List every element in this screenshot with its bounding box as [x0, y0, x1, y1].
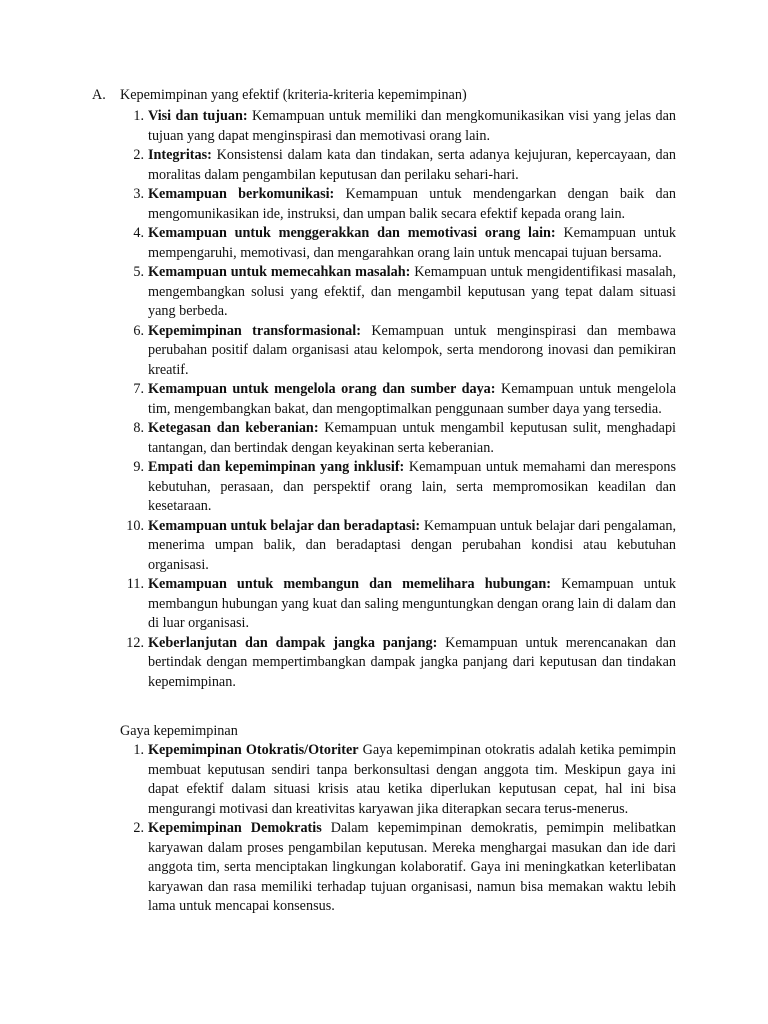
item-term: Kemampuan untuk membangun dan memelihara hubungan: — [148, 576, 551, 592]
list-item — [120, 146, 676, 185]
item-text: Kemampuan untuk memahami dan merespons kebutuhan, perasaan, dan perspektif orang lain, serta mempromosikan keadilan dan kesetaraan. — [148, 459, 676, 514]
item-number: 5. — [133, 264, 144, 280]
item-term: Kepemimpinan transformasional: — [148, 322, 361, 339]
item-number: 3. — [133, 186, 144, 202]
item-text: Kemampuan untuk mendengarkan dengan baik dan mengomunikasikan ide, instruksi, dan umpan balik secara efektif kepada orang lain. — [148, 186, 677, 222]
item-number: 4. — [133, 225, 144, 241]
item-text: Kemampuan untuk mengambil keputusan sulit, menghadapi tantangan, dan bertindak dengan keyakinan serta keberanian. — [148, 420, 676, 456]
item-text: Kemampuan untuk belajar dari pengalaman, menerima umpan balik, dan beradaptasi dengan perubahan kondisi atau kebutuhan organisasi. — [148, 517, 677, 573]
item-term: Visi dan tujuan: — [148, 108, 248, 124]
item-text: Gaya kepemimpinan otokratis adalah ketika pemimpin membuat keputusan sendiri tanpa berkonsultasi dengan anggota tim. Meskipun gaya ini dapat efektif dalam situasi krisis atau ketika diperlukan keputusan cepat, hal ini bisa mengurangi motivasi dan kreativitas karyawan jika diterapkan secara terus-menerus. — [148, 742, 677, 817]
list-item — [120, 419, 676, 458]
list-item — [120, 575, 676, 634]
item-term: Integritas: — [148, 147, 212, 163]
item-term: Kemampuan untuk belajar dan beradaptasi: — [148, 517, 421, 534]
item-term: Kepemimpinan Demokratis — [148, 820, 322, 836]
item-text: Kemampuan untuk menginspirasi dan membawa perubahan positif dalam organisasi atau kelompok, serta mendorong inovasi dan pemikiran kreatif. — [148, 322, 676, 378]
item-term: Keberlanjutan dan dampak jangka panjang: — [148, 634, 438, 651]
item-number: 1. — [133, 108, 144, 124]
item-number: 10. — [126, 517, 144, 534]
item-term: Kemampuan berkomunikasi: — [148, 186, 335, 202]
styles-heading: Gaya kepemimpinan — [120, 723, 238, 739]
item-number: 6. — [133, 322, 144, 339]
item-number: 2. — [133, 147, 144, 163]
item-number: 7. — [133, 381, 144, 397]
item-text: Kemampuan untuk membangun hubungan yang kuat dan saling menguntungkan dengan orang lain di dalam dan di luar organisasi. — [148, 576, 676, 631]
item-number: 11. — [126, 576, 144, 592]
list-item — [120, 185, 676, 224]
item-text: Dalam kepemimpinan demokratis, pemimpin melibatkan karyawan dalam proses pengambilan keputusan. Mereka menghargai masukan dan ide dari anggota tim, serta menciptakan lingkungan kolaboratif. Gaya ini meningkatkan keterlibatan karyawan dan rasa memiliki terhadap tujuan organisasi, namun bisa memakan waktu lebih lama untuk mencapai konsensus. — [148, 820, 676, 914]
list-item — [120, 107, 676, 146]
item-term: Kemampuan untuk mengelola orang dan sumber daya: — [148, 381, 496, 397]
list-item — [120, 741, 676, 819]
item-term: Kepemimpinan Otokratis/Otoriter — [148, 742, 359, 758]
item-term: Ketegasan dan keberanian: — [148, 420, 319, 436]
item-text: Kemampuan untuk mengidentifikasi masalah, mengembangkan solusi yang efektif, dan mengambil keputusan yang tepat dalam situasi yang berbeda. — [148, 264, 676, 319]
section-letter: A. — [92, 87, 106, 103]
item-number: 9. — [133, 459, 144, 475]
section-heading — [92, 86, 467, 106]
item-text: Kemampuan untuk memiliki dan mengkomunikasikan visi yang jelas dan tujuan yang dapat menginspirasi dan memotivasi orang lain. — [148, 108, 676, 144]
list-item — [120, 458, 676, 517]
item-number: 8. — [133, 420, 144, 436]
item-number: 1. — [133, 742, 144, 758]
item-number: 12. — [126, 634, 144, 651]
criteria-list — [120, 107, 676, 692]
styles-list — [120, 741, 676, 917]
section-title: Kepemimpinan yang efektif (kriteria-kriteria kepemimpinan) — [120, 87, 467, 103]
list-item — [120, 224, 676, 263]
item-text: Kemampuan untuk merencanakan dan bertindak dengan mempertimbangkan dampak jangka panjang dari keputusan dan tindakan kepemimpinan. — [148, 634, 676, 690]
item-term: Empati dan kepemimpinan yang inklusif: — [148, 459, 405, 475]
item-text: Kemampuan untuk mengelola tim, mengembangkan bakat, dan mengoptimalkan penggunaan sumber daya yang tersedia. — [148, 381, 677, 417]
list-item — [120, 634, 676, 693]
item-text: Konsistensi dalam kata dan tindakan, serta adanya kejujuran, kepercayaan, dan moralitas dalam pengambilan keputusan dan perilaku sehari-hari. — [148, 147, 676, 183]
list-item — [120, 819, 676, 917]
item-text: Kemampuan untuk mempengaruhi, memotivasi, dan mengarahkan orang lain untuk mencapai tujuan bersama. — [148, 225, 677, 261]
list-item — [120, 517, 676, 576]
list-item — [120, 322, 676, 381]
item-term: Kemampuan untuk menggerakkan dan memotivasi orang lain: — [148, 225, 556, 241]
item-term: Kemampuan untuk memecahkan masalah: — [148, 264, 411, 280]
list-item — [120, 263, 676, 322]
item-number: 2. — [133, 820, 144, 836]
list-item — [120, 380, 676, 419]
